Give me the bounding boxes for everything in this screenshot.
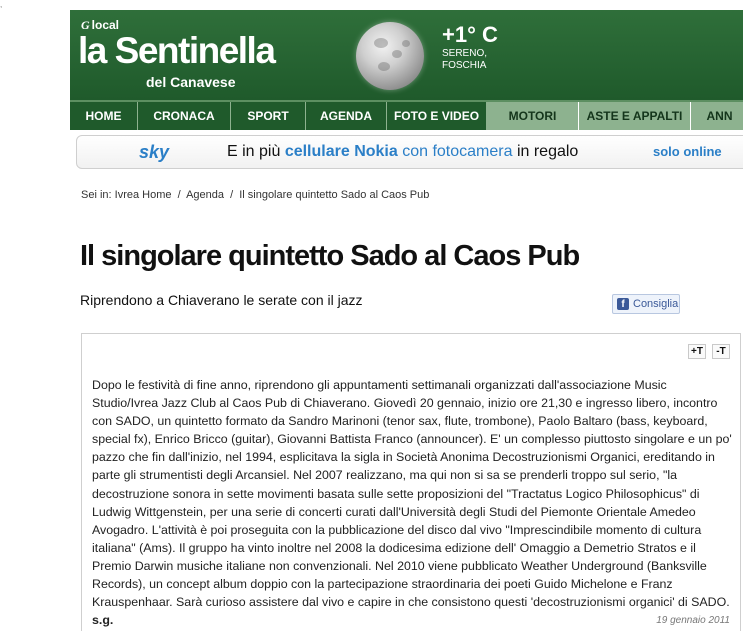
nav-item-sport[interactable]: SPORT: [231, 102, 306, 130]
nav-item-home[interactable]: HOME: [70, 102, 138, 130]
weather-temperature: +1° C: [442, 22, 498, 47]
breadcrumb-link-agenda[interactable]: Agenda: [186, 189, 225, 201]
breadcrumb-separator: /: [177, 189, 181, 201]
article-title: Il singolare quintetto Sado al Caos Pub: [80, 240, 580, 272]
facebook-like-label: Consiglia: [633, 298, 679, 310]
sky-logo: sky: [139, 142, 170, 162]
main-navigation: [70, 100, 743, 130]
breadcrumb-prefix: Sei in:: [81, 189, 112, 201]
nav-item-ann[interactable]: ANN: [691, 102, 743, 130]
nav-item-foto-e-video[interactable]: FOTO E VIDEO: [387, 102, 487, 130]
breadcrumb-link-ivrea-home[interactable]: Ivrea Home: [114, 189, 172, 201]
facebook-like-button[interactable]: [612, 294, 680, 314]
weather-condition-line1: SERENO,: [442, 48, 488, 59]
breadcrumb-separator: /: [230, 189, 234, 201]
article-date: 19 gennaio 2011: [656, 615, 730, 626]
breadcrumb: [81, 189, 429, 201]
article-body-text: Dopo le festività di fine anno, riprendono gli appuntamenti settimanali organizzati dall'associazione Music Studio/Ivrea Jazz Club al Caos Pub di Chiaverano. Giovedì 20 gennaio, inizio ore 21,30 e ingresso libero, incontro con SADO, un quintetto formato da Sandro Marinoni (tenor sax, flute, trombone), Paolo Baltaro (bass, keyboard, special fx), Enrico Bricco (guitar), Giovanni Battista Franco (announcer). E' un complesso piuttosto singolare e un po' pazzo che fin dall'inizio, nel 1994, esplicitava la sigla in Società Anonima Decostruzionismi Organici, ereditando in parte gli strumentisti degli Arcansiel. Nel 2007 realizzano, ma qui non si sa se prenderli troppo sul serio, "la decostruzione sonora in sette movimenti basata sulle sette proposizioni del "Tractatus Logico Philosophicus" di Ludwig Wittgenstein, per una serie di concerti curati dall'Università degli Studi del Piemonte Orientale Amedeo Avogadro. L'attività è poi proseguita con la pubblicazione del disco dal vivo "Imprescindibile momento di cultura italiana" (Ams). Il gruppo ha vinto inoltre nel 2008 la dodicesima edizione dell' Omaggio a Demetrio Stratos e il Premio Darwin musiche italiane non convenzionali. Nel 2010 viene pubblicato Weather Underground (Banksville Records), un concept album doppio con la partecipazione straordinaria dei poeti Guido Michelone e Franz Krauspenhaar. Sarà curioso assistere dal vivo e capire in che consistono questi 'decostruzionismi organici' di SADO.: [92, 378, 732, 610]
breadcrumb-current: Il singolare quintetto Sado al Caos Pub: [239, 189, 430, 201]
font-increase-button[interactable]: +T: [688, 344, 706, 359]
article-subtitle: Riprendono a Chiaverano le serate con il jazz: [80, 292, 363, 308]
masthead: [70, 10, 743, 100]
facebook-icon: f: [617, 298, 629, 310]
brand-subtitle: del Canavese: [146, 74, 236, 90]
moon-icon: [356, 22, 424, 90]
weather-condition-line2: FOSCHIA: [442, 60, 487, 71]
nav-item-motori[interactable]: MOTORI: [487, 102, 579, 130]
online-cta[interactable]: solo online: [653, 144, 722, 159]
font-size-controls: [688, 344, 730, 359]
article-body-container: [81, 333, 741, 631]
article-signature: s.g.: [92, 613, 114, 628]
page: [68, 10, 743, 628]
nav-item-agenda[interactable]: AGENDA: [306, 102, 387, 130]
font-decrease-button[interactable]: -T: [712, 344, 730, 359]
brand-small-logo[interactable]: G local: [81, 18, 120, 32]
promo-text: E in più cellulare Nokia con fotocamera in regalo: [227, 143, 579, 160]
brand-main-logo[interactable]: la Sentinella: [78, 30, 275, 71]
corner-dot: ,: [0, 0, 3, 9]
nav-item-aste-e-appalti[interactable]: ASTE E APPALTI: [579, 102, 691, 130]
article-body: [92, 376, 736, 629]
promo-banner[interactable]: [76, 135, 743, 169]
nav-item-cronaca[interactable]: CRONACA: [138, 102, 231, 130]
